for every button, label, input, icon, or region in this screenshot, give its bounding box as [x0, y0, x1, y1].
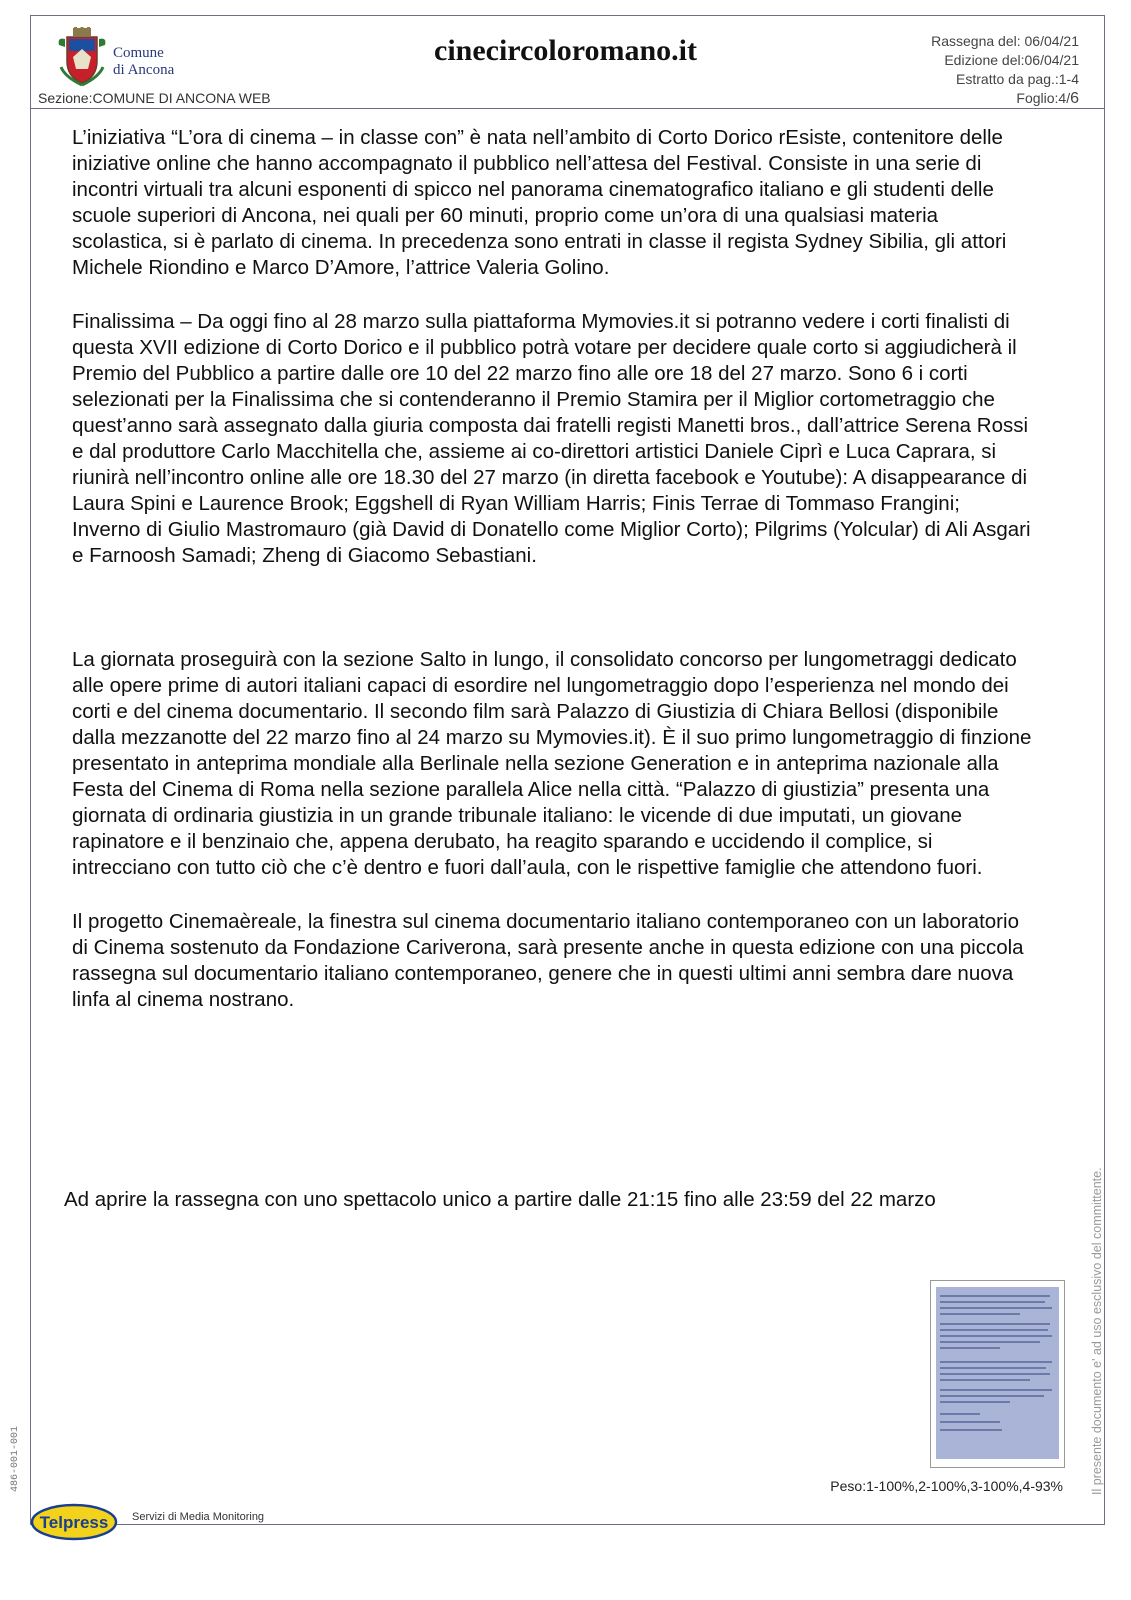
thumbnail-line: [940, 1421, 1000, 1423]
page-thumbnail: [930, 1280, 1065, 1468]
thumbnail-preview: [936, 1287, 1059, 1459]
telpress-wordmark: Telpress: [39, 1513, 109, 1532]
thumbnail-line: [940, 1413, 980, 1415]
thumbnail-line: [940, 1379, 1030, 1381]
servizi-label: Servizi di Media Monitoring: [132, 1511, 265, 1523]
usage-notice: Il presente documento e' ad uso esclusivo del committente.: [1090, 1167, 1104, 1495]
thumbnail-line: [940, 1373, 1050, 1375]
foglio-total: 6: [1070, 90, 1079, 107]
source-title: cinecircoloromano.it: [434, 34, 697, 67]
thumbnail-line: [940, 1335, 1052, 1337]
paragraph-salto-in-lungo: La giornata proseguirà con la sezione Salto in lungo, il consolidato concorso per lungometraggi dedicato alle opere prime di autori italiani capaci di esordire nel lungometraggio dopo l’esperienza nel mondo dei corti e del cinema documentario. Il secondo film sarà Palazzo di Giustizia di Chiara Bellosi (disponibile dalla mezzanotte del 22 marzo fino al 24 marzo su Mymovies.it). È il suo primo lungometraggio di finzione presentato in anteprima mondiale alla Berlinale nella sezione Generation e in anteprima nazionale alla Festa del Cinema di Roma nella sezione parallela Alice nella città. “Palazzo di giustizia” presenta una giornata di ordinaria giustizia in un grande tribunale italiano: le vicende di due imputati, un giovane rapinatore e il benzinaio che, appena derubato, ha reagito sparando e uccidendo il complice, si intrecciano con tutto ciò che c’è dentro e fuori dall’aula, con le rispettive famiglie che attendono fuori.: [72, 648, 1032, 879]
thumbnail-line: [940, 1295, 1050, 1297]
thumbnail-line: [940, 1367, 1046, 1369]
comune-line-1: Comune: [113, 45, 164, 61]
thumbnail-line: [940, 1361, 1052, 1363]
thumbnail-line: [940, 1429, 1002, 1431]
rassegna-date: Rassegna del: 06/04/21: [931, 33, 1079, 49]
thumbnail-line: [940, 1329, 1048, 1331]
header-divider: [30, 108, 1105, 109]
paragraph-ora-di-cinema: L’iniziativa “L’ora di cinema – in classe con” è nata nell’ambito di Corto Dorico rEsiste, contenitore delle iniziative online che hanno accompagnato il pubblico nell’attesa del Festival. Consiste in una serie di incontri virtuali tra alcuni esponenti di spicco nel panorama cinematografico italiano e gli studenti delle scuole superiori di Ancona, nei quali per 60 minuti, proprio come un’ora di una qualsiasi materia scolastica, si è parlato di cinema. In precedenza sono entrati in classe il regista Sydney Sibilia, gli attori Michele Riondino e Marco D’Amore, l’attrice Valeria Golino.: [72, 126, 1007, 279]
thumbnail-line: [940, 1395, 1044, 1397]
section-label: Sezione:COMUNE DI ANCONA WEB: [38, 90, 271, 106]
press-meta: [931, 32, 1079, 108]
thumbnail-line: [940, 1389, 1052, 1391]
thumbnail-line: [940, 1323, 1050, 1325]
closing-line: Ad aprire la rassegna con uno spettacolo unico a partire dalle 21:15 fino alle 23:59 del 22 marzo: [64, 1188, 936, 1211]
foglio-label: Foglio:4/: [1016, 90, 1071, 106]
thumbnail-line: [940, 1347, 1000, 1349]
paragraph-finalissima: Finalissima – Da oggi fino al 28 marzo sulla piattaforma Mymovies.it si potranno vedere i corti finalisti di questa XVII edizione di Corto Dorico e il pubblico potrà votare per decidere quale corto si aggiudicherà il Premio del Pubblico a partire dalle ore 10 del 22 marzo fino alle ore 18 del 27 marzo. Sono 6 i corti selezionati per la Finalissima che si contenderanno il Premio Stamira per il Miglior cortometraggio che quest’anno sarà assegnato dalla giuria composta dai fratelli registi Manetti bros., dall’attrice Serena Rossi e dal produttore Carlo Macchitella che, assieme ai co-direttori artistici Daniele Ciprì e Luca Caprara, si riunirà nell’incontro online alle ore 18.30 del 27 marzo (in diretta facebook e Youtube): A disappearance di Laura Spini e Laurence Brook; Eggshell di Ryan William Harris; Finis Terrae di Tommaso Frangini; Inverno di Giulio Mastromauro (già David di Donatello come Miglior Corto); Pilgrims (Yolcular) di Ali Asgari e Farnoosh Samadi; Zheng di Giacomo Sebastiani.: [72, 310, 1031, 567]
article-body: [72, 125, 1032, 1041]
thumbnail-line: [940, 1401, 1010, 1403]
thumbnail-line: [940, 1313, 1020, 1315]
estratto-pages: Estratto da pag.:1-4: [956, 71, 1079, 87]
document-code: 486-001-001: [10, 1425, 21, 1492]
thumbnail-line: [940, 1307, 1052, 1309]
foglio: [931, 89, 1079, 108]
edizione-date: Edizione del:06/04/21: [944, 52, 1079, 68]
telpress-logo: [30, 1503, 118, 1541]
peso-label: Peso:1-100%,2-100%,3-100%,4-93%: [830, 1478, 1063, 1494]
thumbnail-line: [940, 1341, 1040, 1343]
paragraph-cinemaereale: Il progetto Cinemaèreale, la finestra sul cinema documentario italiano contemporaneo con un laboratorio di Cinema sostenuto da Fondazione Cariverona, sarà presente anche in questa edizione con una piccola rassegna sul documentario italiano contemporaneo, genere che in questi ultimi anni sembra dare nuova linfa al cinema nostrano.: [72, 910, 1024, 1011]
thumbnail-line: [940, 1301, 1045, 1303]
comune-line-2: di Ancona: [113, 62, 175, 78]
